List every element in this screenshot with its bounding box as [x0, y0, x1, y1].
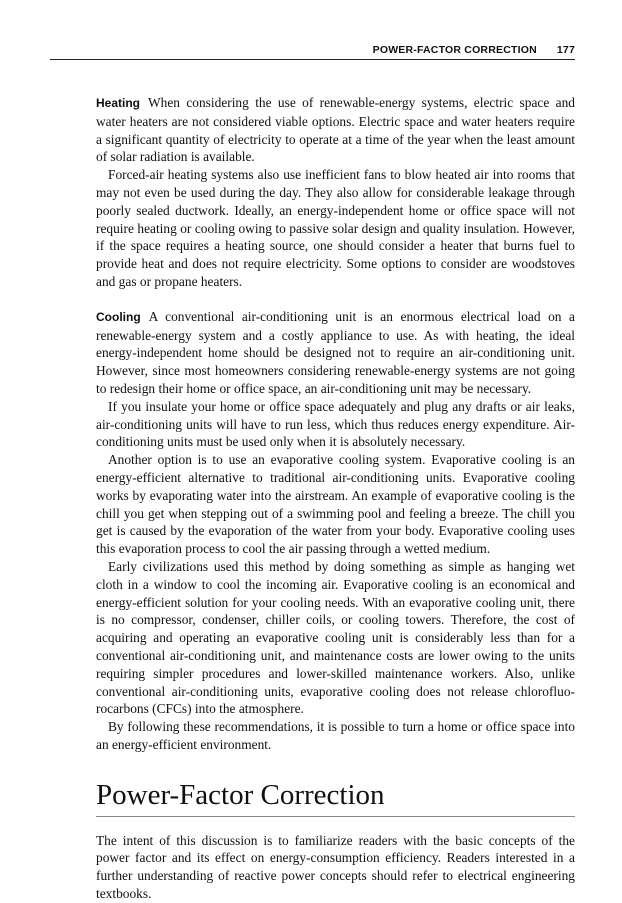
running-title: POWER-FACTOR CORRECTION [372, 44, 537, 56]
page-body [96, 94, 575, 903]
cooling-text-1: A conventional air-conditioning unit is an enormous electrical load on a renewable-energy system and a costly appliance to use. As with heating, the ideal energy-independent home should be designed not to require an air-conditioning unit. However, since most homeowners considering renewable-energy systems are not going to redesign their home or office space, an air-conditioning unit may be necessary. [96, 308, 575, 396]
heating-text-1: When considering the use of renewable-energy systems, electric space and water heaters are not considered viable options. Electric space and water heaters require a significant quantity of electricity to operate at a time of the year when the least amount of solar radiation is available. [96, 95, 575, 165]
cooling-paragraph-2: If you insulate your home or office space adequately and plug any drafts or air leaks, air-conditioning units will have to run less, which thus reduces energy expenditure. Air-conditioning units must be used only when it is absolutely necessary. [96, 398, 575, 450]
running-head [50, 40, 575, 60]
section-title: Power-Factor Correction [96, 778, 575, 817]
cooling-paragraph-5: By following these recommendations, it is possible to turn a home or office space into an energy-efficient environment. [96, 719, 575, 752]
heating-paragraph-1 [96, 94, 575, 166]
heating-run-in-heading: Heating [96, 96, 141, 110]
cooling-paragraph-3: Another option is to use an evaporative cooling system. Evaporative cooling is an energy-efficient alternative to traditional air-conditioning units. Evaporative cooling works by evaporating water into the airstream. An example of evaporative cooling is the chill you get when stepping out of a swimming pool and feeling a breeze. The chill you get is caused by the evaporation of the water from your body. Evaporative cooling uses this evaporation process to cool the air passing through a wetted medium. [96, 452, 575, 557]
cooling-paragraph-4: Early civilizations used this method by doing something as simple as hanging wet cloth in a window to cool the incoming air. Evaporative cooling is an economical and energy-efficient solution for your cooling needs. With an evaporative cooling unit, there is no compressor, condenser, chiller coils, or cooling towers. Therefore, the cost of acquiring and operating an evaporative cooling unit is considerably less than for a conventional air-conditioning unit, and maintenance costs are lower owing to the units requiring simpler procedures and lower-skilled maintenance workers. Also, unlike conventional air-conditioning units, evaporative cooling does not release chlorofluorocarbons (CFCs) into the atmosphere. [96, 558, 575, 717]
heating-paragraph-2: Forced-air heating systems also use inefficient fans to blow heated air into rooms that may not even be used during the day. They also allow for considerable leakage through poorly sealed ductwork. Ideally, an energy-independent home or office space will not require heating or cooling owing to passive solar design and quality insulation. However, if the space requires a heating source, one should consider a heater that burns fuel to provide heat and does not require electricity. Some options to consider are woodstoves and gas or propane heaters. [96, 167, 575, 289]
cooling-run-in-heading: Cooling [96, 309, 141, 324]
page-number: 177 [556, 44, 575, 56]
section-intro-paragraph: The intent of this discussion is to familiarize readers with the basic concepts of the power factor and its effect on energy-consumption efficiency. Readers interested in a further understanding of reactive power concepts should refer to electrical engineering textbooks. [96, 832, 575, 902]
cooling-paragraph-1 [96, 308, 575, 398]
